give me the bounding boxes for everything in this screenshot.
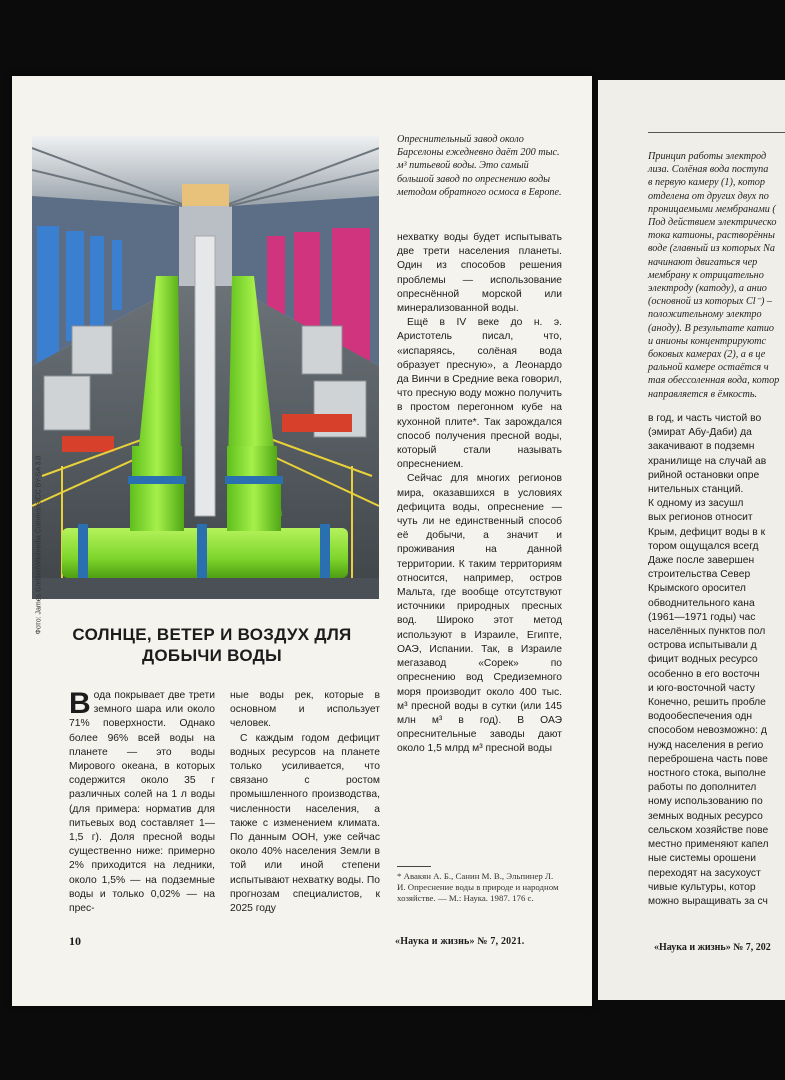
- text-line: закачивают в подземн: [648, 441, 755, 453]
- text-line: К одному из засушл: [648, 498, 744, 510]
- text-line: (1961—1971 годы) час: [648, 611, 756, 623]
- text-line: Крымского оросител: [648, 583, 746, 595]
- paragraph: Сейчас для многих регионов мира, оказавшихся в условиях дефицита воды, опреснение — чуть ли не единственный способ её добычи, а значит и проживания на данной территории. К таким территориям относится, например, остров Мальта, где вообще отсутствуют источники природных пресных вод. Широко этот метод используют в Израиле, Египте, ОАЭ, Испании. Так, в Израиле мегазавод «Сорек» по опреснению вод Средиземного моря производит около 400 тыс. м³ пресной воды в сутки (или 145 млн м³ в год). В ОАЭ опреснительные заводы дают около 1,5 млрд м³ пресной воды: [397, 473, 562, 755]
- text-line: земных водных ресурсо: [648, 810, 763, 822]
- journal-footer: «Наука и жизнь» № 7, 2021.: [395, 936, 525, 947]
- caption-line: начинают двигаться чер: [648, 256, 758, 268]
- text-line: чивые культуры, котор: [648, 881, 756, 893]
- text-line: переброшена часть пове: [648, 753, 768, 765]
- caption-line: боковых камерах (2), а в це: [648, 349, 766, 361]
- text-line: можно выращивать за сч: [648, 895, 768, 907]
- text-line: сельском хозяйстве пове: [648, 824, 769, 836]
- text-line: ностного стока, выполне: [648, 768, 766, 780]
- text-line: хранилище на случай ав: [648, 455, 767, 467]
- caption-line: (основной из которых Cl⁻) –: [648, 296, 773, 308]
- text-line: ному использованию по: [648, 796, 763, 808]
- text-line: переходят на засухоуст: [648, 867, 761, 879]
- footnote-divider: [397, 866, 431, 867]
- text-line: и юго-восточной часту: [648, 682, 755, 694]
- photo-illustration: [32, 136, 379, 599]
- text-line: тором ощущался всегд: [648, 540, 759, 552]
- column-left: [69, 689, 215, 916]
- caption-line: положительному электро: [648, 309, 762, 321]
- text-line: особенно в его восточн: [648, 668, 760, 680]
- caption-line: Принцип работы электрод: [648, 151, 767, 162]
- left-page: [12, 76, 592, 1006]
- caption-line: ральной камере остаётся ч: [648, 362, 769, 374]
- text-line: в год, и часть чистой во: [648, 413, 762, 424]
- right-column: [648, 412, 785, 909]
- text-line: водообеспечения одн: [648, 711, 753, 723]
- text-line: острова испытывали д: [648, 640, 757, 652]
- caption-line: лиза. Солёная вода поступа: [648, 164, 769, 176]
- column-center: [230, 689, 380, 916]
- text-line: Крым, дефицит воды в к: [648, 526, 766, 538]
- caption-line: (аноду). В результате катио: [648, 322, 775, 334]
- text-line: Даже после завершен: [648, 555, 755, 567]
- column-middle: [397, 231, 562, 757]
- text-line: строительства Север: [648, 569, 751, 581]
- caption-line: мембрану к отрицательно: [648, 269, 764, 281]
- caption-line: направляется в ёмкость.: [648, 388, 758, 400]
- right-caption: [648, 150, 785, 401]
- drop-cap: В: [69, 687, 91, 720]
- caption-line: и анионы концентрируютс: [648, 335, 767, 347]
- photo-credit: Фото: James Grellier/Wikimedia Commons/CC BY-SA 3.0: [35, 455, 43, 635]
- text-line: Конечно, решить пробле: [648, 697, 766, 709]
- caption-line: Под действием электрическо: [648, 217, 777, 229]
- footnote: [397, 866, 562, 904]
- caption-line: отделена от других двух по: [648, 190, 769, 202]
- text-line: вых регионов относит: [648, 512, 753, 524]
- text-line: нительных станций.: [648, 484, 744, 496]
- text-line: (эмират Абу-Даби) да: [648, 427, 752, 439]
- text-line: рийной остановки опре: [648, 469, 760, 481]
- caption-line: электроду (катоду), а анио: [648, 283, 767, 295]
- caption-line: тока катионы, растворённы: [648, 230, 775, 242]
- paragraph: Ещё в IV веке до н. э. Аристотель писал, что, «испаряясь, солёная вода образует пресную», а Леонардо да Винчи в Средние века говорил, что пресную воду можно получить в простом перегонном кубе на кухонной плите*. Так зарождался способ получения пресной воды, который стали называть опреснением.: [397, 317, 562, 471]
- caption-line: проницаемыми мембранами (: [648, 203, 776, 215]
- paragraph: ода покрывает две трети земного шара или около 71% поверхности. Однако более 96% всей воды на планете — это воды Мирового океана, в которых содержится около 35 г различных солей на 1 л воды (для примера: норматив для питьевых вод составляет 1—1,5 г). Доля пресной воды существенно ниже: примерно 2% приходится на ледники, около 1,5% — на подземные воды и только 0,02% — на прес-: [69, 690, 215, 915]
- text-line: местно применяют капел: [648, 839, 769, 851]
- desalination-plant-photo: [32, 136, 379, 599]
- text-line: способом невозможно: д: [648, 725, 767, 737]
- caption-line: в первую камеру (1), котор: [648, 177, 765, 189]
- paragraph: ные воды рек, которые в основном и использует человек.: [230, 690, 380, 730]
- paragraph: С каждым годом дефицит водных ресурсов на планете только усиливается, что связано с ростом промышленного производства, численности населения, а также с изменением климата. По данным ООН, уже сейчас около 40% населения Земли в той или иной степени испытывают нехватку воды. По прогнозам специалистов, к 2025 году: [230, 732, 380, 915]
- footnote-text: * Авакян А. Б., Санин М. В., Эльпинер Л. И. Опреснение воды в природе и народном хозяйстве. — М.: Наука. 1987. 176 с.: [397, 871, 559, 903]
- photo-caption: Опреснительный завод около Барселоны ежедневно даёт 200 тыс. м³ питьевой воды. Это самый большой завод по опреснению воды методом обратного осмоса в Европе.: [397, 134, 562, 198]
- text-line: работы по дополнител: [648, 782, 757, 794]
- text-line: населённых пунктов пол: [648, 626, 766, 638]
- right-journal-footer: «Наука и жизнь» № 7, 202: [654, 942, 771, 953]
- text-line: нужд населения в регио: [648, 739, 764, 751]
- page-number: 10: [69, 934, 81, 948]
- paragraph: нехватку воды будет испытывать две трети населения планеты. Один из способов решения проблемы — использование опреснённой морской или минерализованной воды.: [397, 232, 562, 315]
- text-line: ные системы орошени: [648, 853, 756, 865]
- text-line: обводнительного кана: [648, 597, 755, 609]
- caption-divider: [648, 132, 785, 133]
- text-line: фицит водных ресурсо: [648, 654, 758, 666]
- right-page: [598, 80, 785, 1000]
- article-headline: СОЛНЦЕ, ВЕТЕР И ВОЗДУХ ДЛЯ ДОБЫЧИ ВОДЫ: [72, 625, 352, 665]
- caption-line: воде (главный из которых Na: [648, 243, 775, 255]
- caption-line: тая обессоленная вода, котор: [648, 375, 780, 387]
